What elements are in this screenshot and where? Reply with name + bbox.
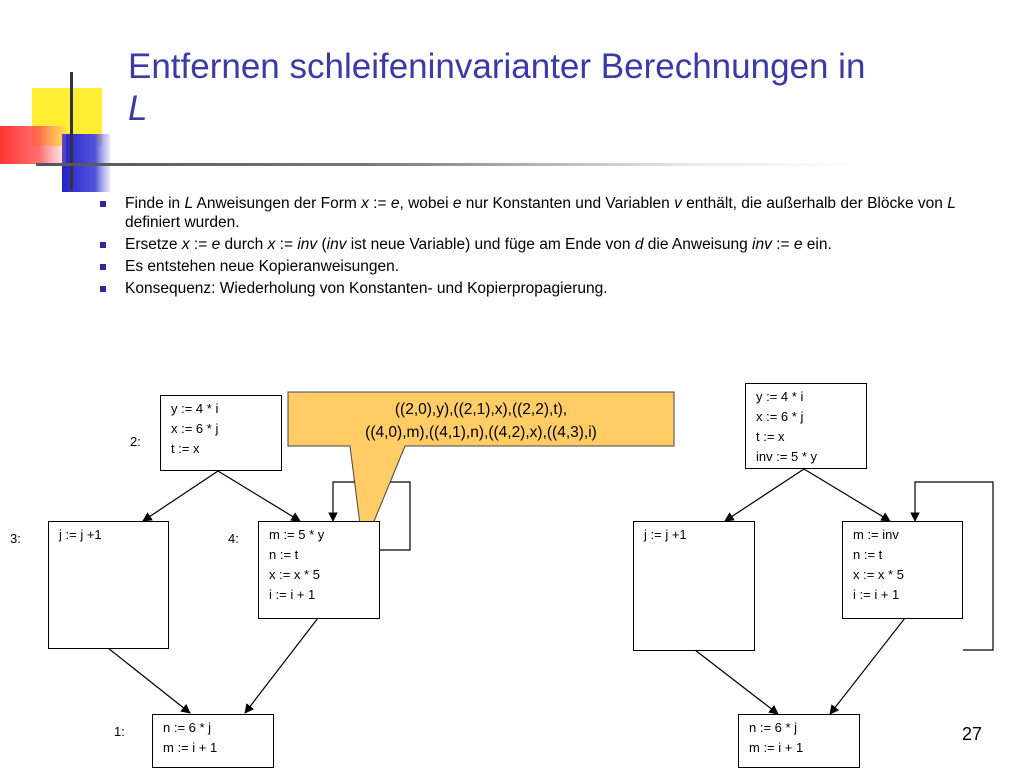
edge-r-top-left xyxy=(725,469,804,521)
code-line: t := x xyxy=(756,429,785,444)
code-line: y := 4 * i xyxy=(756,389,804,404)
block-3 xyxy=(48,521,169,649)
code-line: i := i + 1 xyxy=(269,587,316,602)
code-line: j := j +1 xyxy=(644,527,687,542)
block-label-3: 3: xyxy=(10,531,21,546)
bullet-item-1: Finde in L Anweisungen der Form x := e, wobei e nur Konstanten und Variablen v enthält, die außerhalb der Blöcke von L definiert wurden. xyxy=(100,194,970,232)
code-line: x := 6 * j xyxy=(171,421,219,436)
right-block-top xyxy=(745,383,867,469)
slide-title: Entfernen schleifeninvarianter Berechnungen in L xyxy=(128,47,866,128)
right-block-bottom xyxy=(738,714,860,768)
code-line: x := 6 * j xyxy=(756,409,804,424)
code-line: n := 6 * j xyxy=(749,720,798,735)
code-line: n := 6 * j xyxy=(163,720,212,735)
code-line: t := x xyxy=(171,441,200,456)
right-block-left xyxy=(633,521,755,651)
bullet-item-3: Es entstehen neue Kopieranweisungen. xyxy=(100,257,970,276)
code-line: x := x * 5 xyxy=(269,567,320,582)
code-line: i := i + 1 xyxy=(853,587,900,602)
block-label-2: 2: xyxy=(130,434,141,449)
edge-r-left-bottom xyxy=(695,650,778,714)
code-line: x := x * 5 xyxy=(853,567,904,582)
edge-b2-b3 xyxy=(143,471,218,521)
edge-b4-b1 xyxy=(245,618,318,713)
page-number: 27 xyxy=(962,724,983,744)
block-label-1: 1: xyxy=(114,724,125,739)
block-2 xyxy=(160,395,282,471)
code-line: n := t xyxy=(853,547,883,562)
code-line: m := 5 * y xyxy=(269,527,325,542)
block-1 xyxy=(152,714,274,768)
bullet-item-2: Ersetze x := e durch x := inv (inv ist neue Variable) und füge am Ende von d die Anweisung inv := e ein. xyxy=(100,235,970,254)
code-line: n := t xyxy=(269,547,299,562)
code-line: inv := 5 * y xyxy=(756,449,818,464)
bullet-item-4: Konsequenz: Wiederholung von Konstanten- und Kopierpropagierung. xyxy=(100,279,970,298)
edge-r-right-bottom xyxy=(830,618,905,714)
right-block-right xyxy=(842,521,963,619)
code-line: m := i + 1 xyxy=(749,740,804,755)
callout-text: ((2,0),y),((2,1),x),((2,2),t), ((4,0),m),((4,1),n),((4,2),x),((4,3),i) xyxy=(365,401,597,441)
edge-b2-b4 xyxy=(218,471,300,521)
block-label-4: 4: xyxy=(228,531,239,546)
title-variable: L xyxy=(128,89,148,128)
code-line: j := j +1 xyxy=(59,527,102,542)
code-line: y := 4 * i xyxy=(171,401,219,416)
code-line: m := inv xyxy=(853,527,899,542)
edge-r-top-right xyxy=(804,469,890,521)
edge-b3-b1 xyxy=(108,648,190,713)
block-4 xyxy=(258,521,380,619)
code-line: m := i + 1 xyxy=(163,740,218,755)
